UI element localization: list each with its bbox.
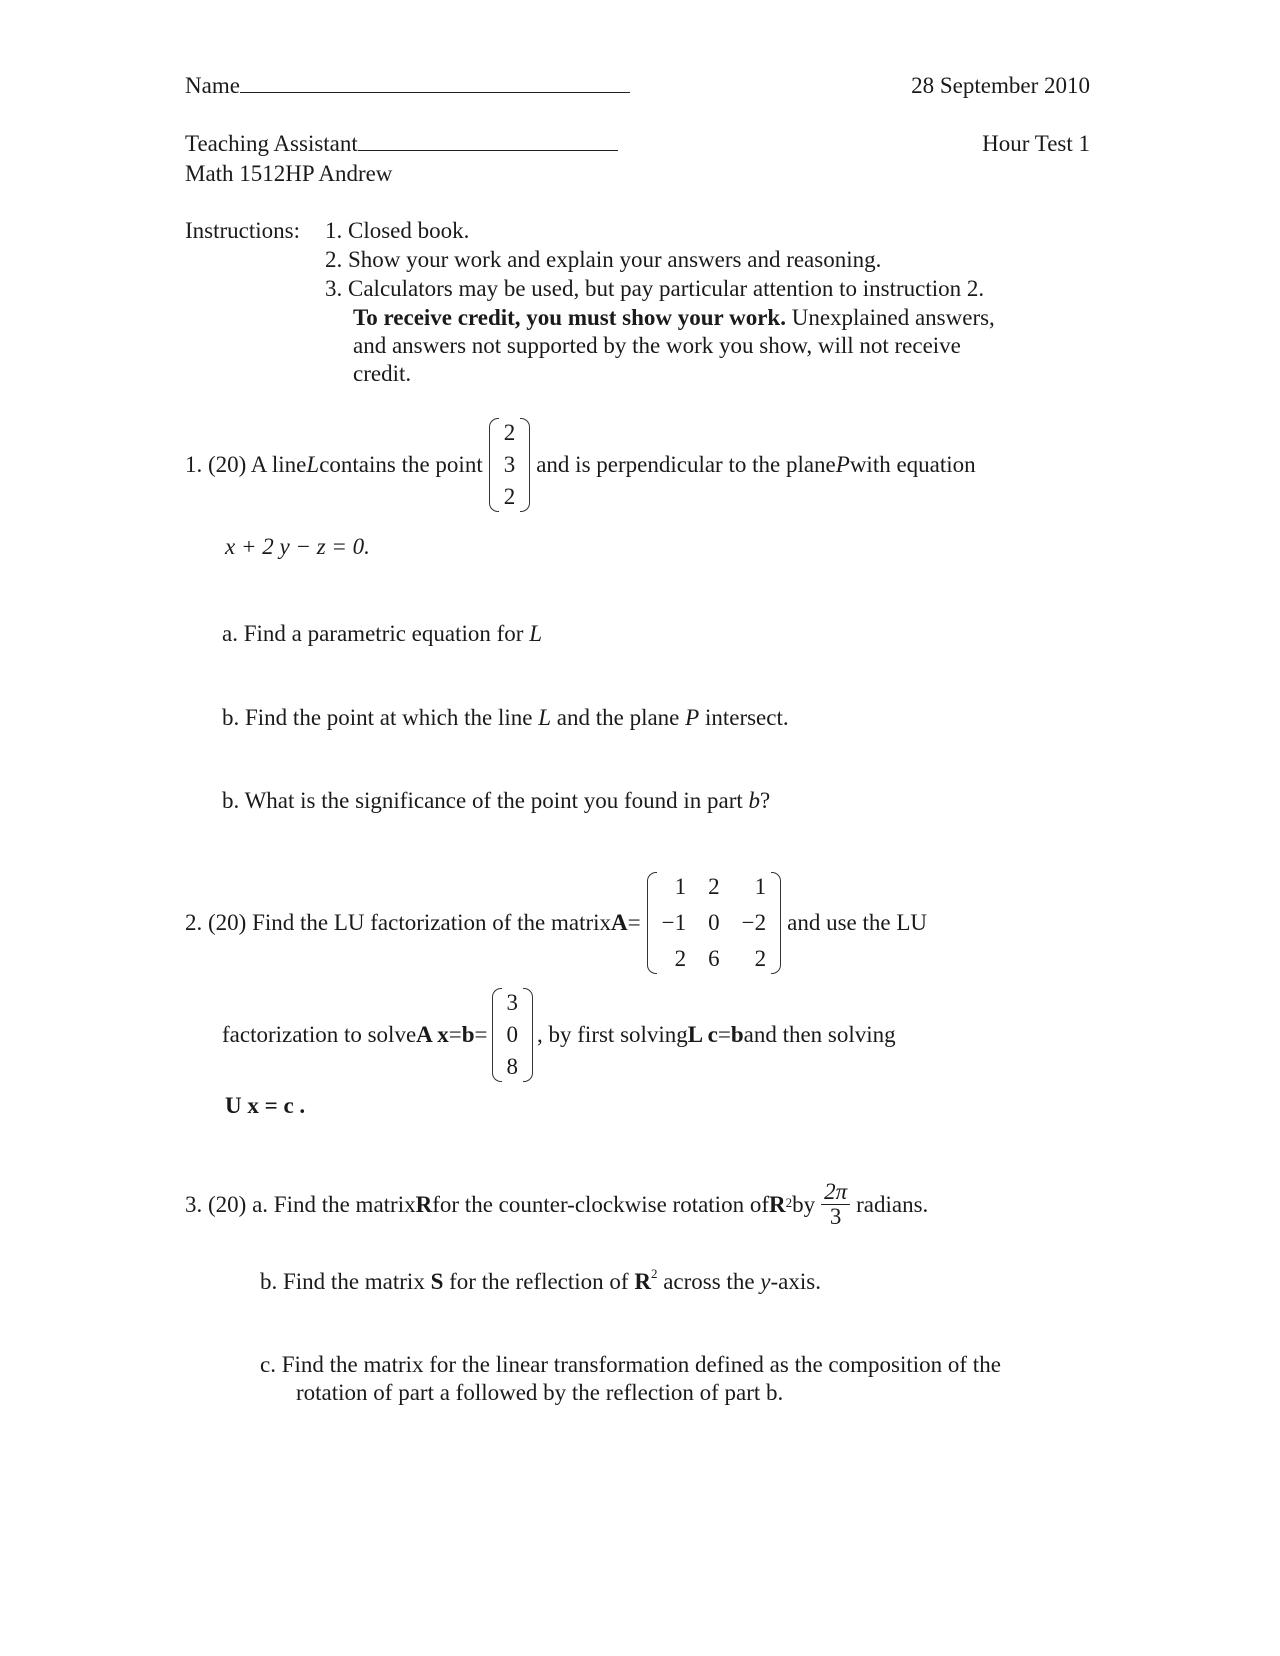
matrix-entry: 0 [708,910,720,935]
q2-matrix [647,872,781,974]
name-label: Name [185,73,240,98]
instruction-note-line: and answers not supported by the work you show, will not receive [353,333,961,358]
q1-point-vector [489,418,531,512]
course-label: Math 1512HP Andrew [185,161,393,186]
exam-date: 28 September 2010 [911,73,1090,98]
matrix-entry: 2 [754,946,767,971]
vector-entry: 3 [506,990,519,1015]
q2-b-vector [492,988,534,1082]
ta-blank-line [358,130,618,151]
instructions-label: Instructions: [185,218,300,243]
matrix-entry: 2 [708,874,720,899]
q3-part-b: b. Find the matrix S for the reflection of $R^2$ across the y-axis. [260,1266,821,1294]
ta-field [185,130,618,158]
instruction-item: 3. Calculators may be used, but pay particular attention to instruction 2. [325,276,985,301]
q2-matrix-A: A [611,910,628,936]
q1-part-b: b. Find the point at which the line L and the plane P intersect. [222,705,789,730]
vector-entry: 2 [503,484,516,509]
test-label: Hour Test 1 [982,131,1090,156]
q1-part-c: b. What is the significance of the point you found in part b? [222,788,771,813]
instruction-note-rest: Unexplained answers, [785,305,995,330]
name-blank-line [240,72,630,93]
q1-equation: x + 2 y − z = 0. [225,534,370,559]
q1-part-a: a. Find a parametric equation for L [222,621,542,646]
matrix-entry: −1 [661,910,687,935]
q2-line-2: factorization to solve A x = b = 3 0 8 , by first solving L c = b and then solving [222,988,896,1082]
instruction-note [353,304,995,332]
q1-prefix: 1. (20) A line [185,452,307,478]
ta-label: Teaching Assistant [185,131,358,156]
q3-angle-fraction: $\frac{2\pi}{3}$ [821,1180,850,1229]
q1-var-P: P [835,452,850,478]
vector-entry: 0 [506,1022,519,1047]
q1-with-eq: with equation [849,452,976,478]
name-field [185,72,630,100]
vector-entry: 8 [506,1054,519,1079]
instruction-bold-note: To receive credit, you must show your work. [353,305,786,330]
q1-contains: contains the point [319,452,483,478]
vector-entry: 3 [503,452,516,477]
matrix-entry: 2 [674,946,687,971]
q1-after: and is perpendicular to the plane [536,452,836,478]
instruction-item: 1. Closed book. [325,218,470,243]
q3-part-c-line-2: rotation of part a followed by the reflection of part b. [296,1380,784,1405]
question-1 [185,418,976,512]
q3-prefix: 3. (20) a. Find the matrix [185,1191,416,1217]
instruction-note-line: credit. [353,361,412,386]
matrix-entry: 1 [754,874,767,899]
q2-prefix: 2. (20) Find the LU factorization of the matrix [185,910,612,936]
question-2: 2. (20) Find the LU factorization of the matrix A = 1 2 1 −1 0 −2 2 6 2 and use the LU [185,872,927,974]
matrix-entry: 6 [708,946,720,971]
matrix-entry: −2 [741,910,767,935]
vector-entry: 2 [503,420,516,445]
q2-after: and use the LU [787,910,927,936]
instruction-item: 2. Show your work and explain your answers and reasoning. [325,247,882,272]
matrix-entry: 1 [674,874,687,899]
q2-line-3: U x = c . [225,1093,306,1118]
question-3: 3. (20) a. Find the matrix R for the counter-clockwise rotation of R $^2$ by $\frac{2\pi}{3}$ radians. [185,1179,929,1229]
q3-part-c-line-1: c. Find the matrix for the linear transformation defined as the composition of the [260,1352,1001,1377]
q1-var-L: L [306,452,320,478]
